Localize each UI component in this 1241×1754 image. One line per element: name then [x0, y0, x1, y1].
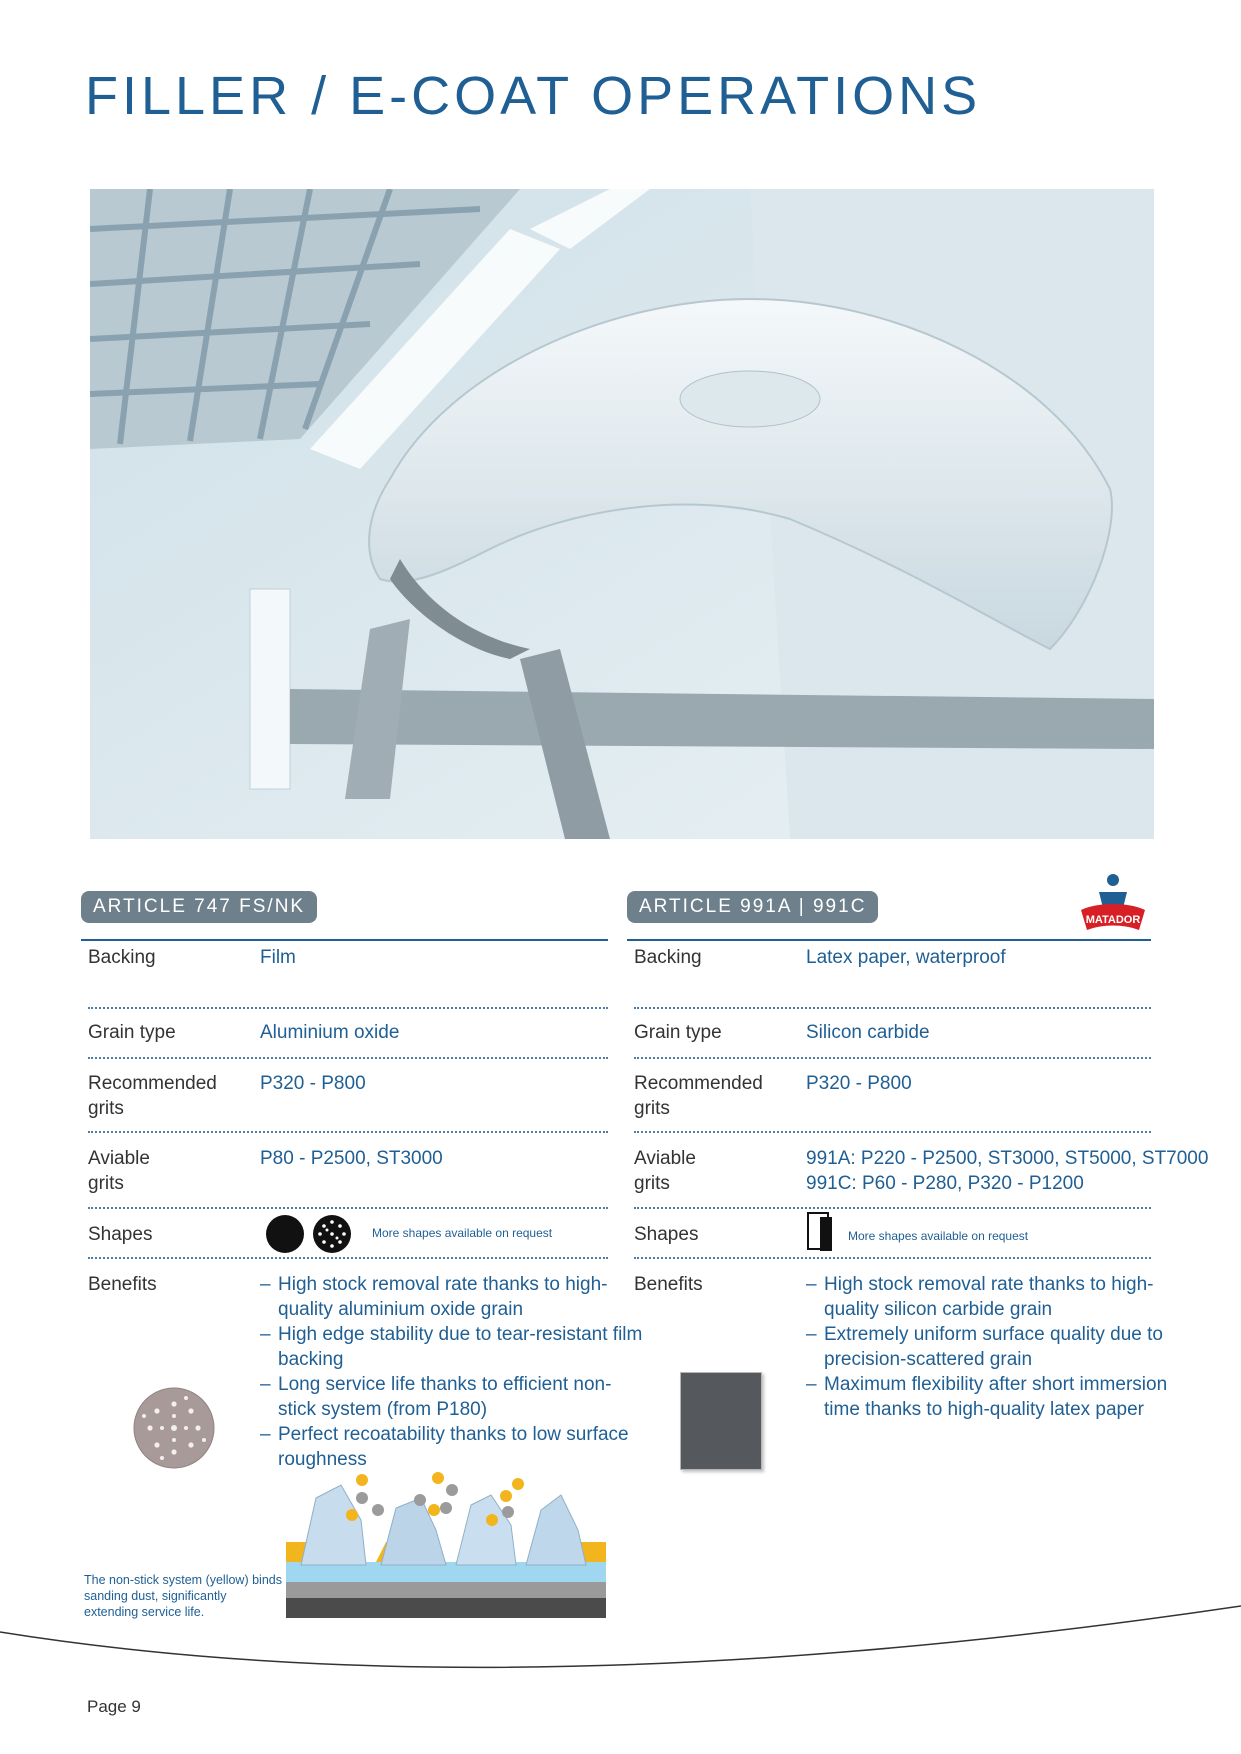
grain-type-label: Grain type — [634, 1022, 722, 1043]
grain-type-value: Aluminium oxide — [260, 1022, 400, 1043]
page-title: FILLER / E-COAT OPERATIONS — [85, 66, 982, 126]
available-grits-label: Aviable grits — [634, 1148, 696, 1194]
article-1-header-rule — [81, 939, 608, 941]
benefits-label: Benefits — [88, 1274, 157, 1295]
diagram-caption: The non-stick system (yellow) binds sanding dust, significantly extending service life. — [84, 1573, 282, 1619]
row-divider — [634, 1057, 1151, 1059]
row-divider — [634, 1131, 1151, 1133]
benefits-label: Benefits — [634, 1274, 703, 1295]
sanding-sheet-image — [680, 1372, 762, 1470]
article-747-tag: ARTICLE 747 FS/NK — [81, 891, 317, 923]
benefits-list — [806, 1272, 1168, 1422]
shapes-icons — [264, 1213, 354, 1260]
backing-value: Latex paper, waterproof — [806, 947, 1006, 968]
benefit-item: – Long service life thanks to efficient non- stick system (from P180) — [260, 1372, 620, 1422]
row-divider — [634, 1257, 1151, 1259]
solid-disc-icon — [266, 1215, 304, 1253]
shapes-label: Shapes — [634, 1224, 699, 1245]
available-grits-value: 991A: P220 - P2500, ST3000, ST5000, ST7000 991C: P60 - P280, P320 - P1200 — [806, 1148, 1209, 1194]
backing-value: Film — [260, 947, 296, 968]
benefit-item: – Maximum flexibility after short immersion time thanks to high-quality latex paper — [806, 1372, 1156, 1422]
recommended-grits-value: P320 - P800 — [806, 1073, 912, 1094]
benefits-list — [260, 1272, 643, 1472]
row-divider — [634, 1007, 1151, 1009]
row-divider — [634, 1207, 1151, 1209]
benefit-item: – High edge stability due to tear-resistant film backing — [260, 1322, 620, 1372]
matador-logo — [1077, 872, 1149, 943]
shapes-label: Shapes — [88, 1224, 153, 1245]
row-divider — [88, 1257, 608, 1259]
row-divider — [88, 1207, 608, 1209]
recommended-grits-label: Recommended grits — [88, 1073, 217, 1119]
row-divider — [88, 1057, 608, 1059]
benefit-item: – Perfect recoatability thanks to low surface roughness — [260, 1422, 620, 1472]
backing-label: Backing — [88, 947, 156, 968]
shapes-note: More shapes available on request — [848, 1229, 1029, 1243]
available-grits-label: Aviable grits — [88, 1148, 150, 1194]
sheet-shape-icon — [806, 1211, 834, 1258]
backing-label: Backing — [634, 947, 702, 968]
shapes-note: More shapes available on request — [372, 1226, 553, 1240]
page-number: Page 9 — [87, 1697, 141, 1716]
perforated-disc-icon — [313, 1215, 351, 1253]
article-991-tag: ARTICLE 991A | 991C — [627, 891, 878, 923]
benefit-item: – Extremely uniform surface quality due to precision-scattered grain — [806, 1322, 1156, 1372]
car-bumper-photo — [90, 189, 1154, 839]
available-grits-value: P80 - P2500, ST3000 — [260, 1148, 443, 1169]
article-2-header-rule — [627, 939, 1151, 941]
matador-logo-text: MATADOR — [1085, 914, 1141, 926]
recommended-grits-value: P320 - P800 — [260, 1073, 366, 1094]
row-divider — [88, 1131, 608, 1133]
grain-type-label: Grain type — [88, 1022, 176, 1043]
footer-curve — [0, 1590, 1241, 1695]
benefit-item: – High stock removal rate thanks to high- quality silicon carbide grain — [806, 1272, 1156, 1322]
row-divider — [88, 1007, 608, 1009]
benefit-item: – High stock removal rate thanks to high- quality aluminium oxide grain — [260, 1272, 620, 1322]
sanding-disc-image — [132, 1386, 216, 1475]
recommended-grits-label: Recommended grits — [634, 1073, 763, 1119]
grain-type-value: Silicon carbide — [806, 1022, 930, 1043]
